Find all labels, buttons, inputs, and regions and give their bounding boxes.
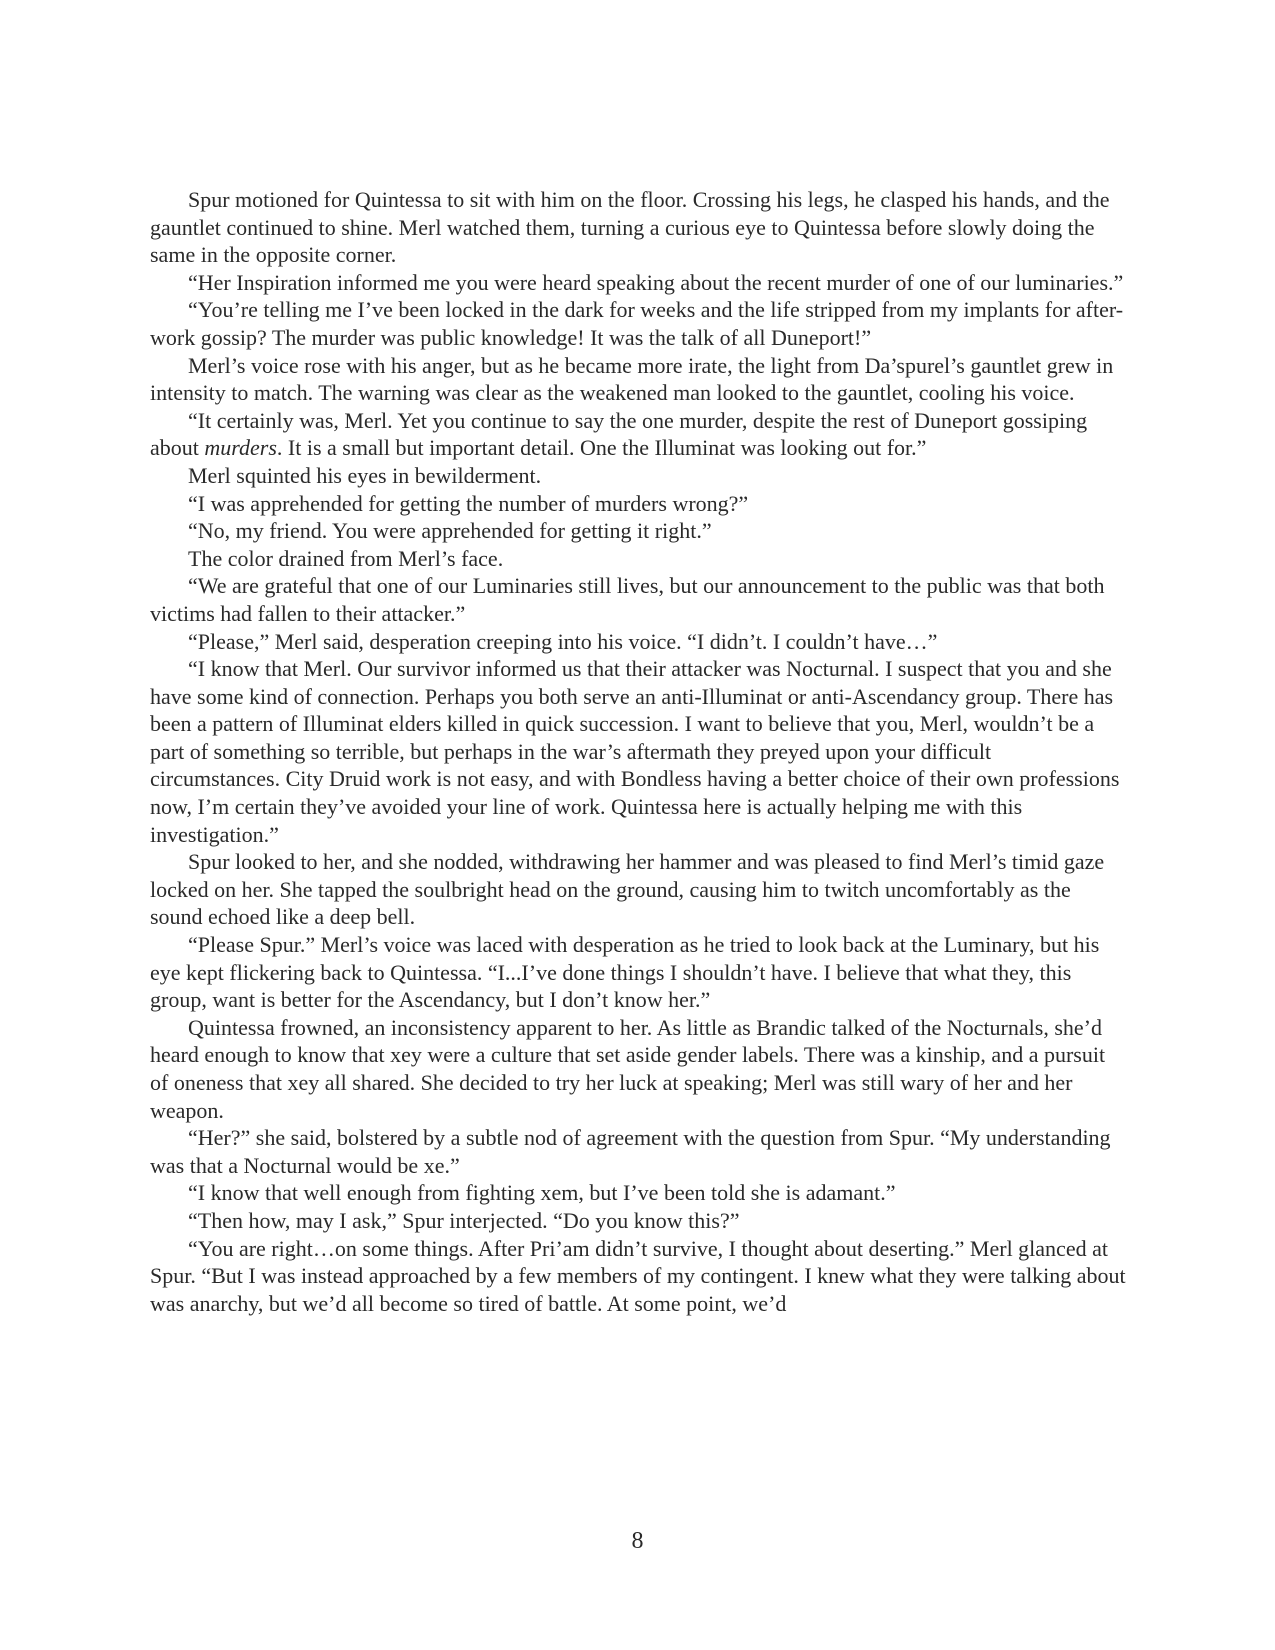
paragraph	[150, 407, 1126, 462]
paragraph: “You’re telling me I’ve been locked in the dark for weeks and the life stripped from my implants for after-work gossip? The murder was public knowledge! It was the talk of all Duneport!”	[150, 297, 1124, 350]
paragraph: “No, my friend. You were apprehended for getting it right.”	[188, 518, 712, 544]
page-number: 8	[631, 1528, 644, 1554]
paragraph: “Please Spur.” Merl’s voice was laced with desperation as he tried to look back at the Luminary, but his eye kept flickering back to Quintessa. “I...I’ve done things I shouldn’t have. I believe that what they, this group, want is better for the Ascendancy, but I don’t know her.”	[150, 932, 1100, 1013]
paragraph: “Her Inspiration informed me you were heard speaking about the recent murder of one of our luminaries.”	[188, 269, 1124, 295]
paragraph: “You are right…on some things. After Pri’am didn’t survive, I thought about deserting.” Merl glanced at Spur. “But I was instead approached by a few members of my contingent. I knew what they were talking about was anarchy, but we’d all become so tired of battle. At some point, we’d	[150, 1235, 1126, 1316]
paragraph: “Then how, may I ask,” Spur interjected. “Do you know this?”	[188, 1207, 740, 1233]
paragraph-text: . It is a small but important detail. One the Illuminat was looking out for.”	[276, 435, 927, 461]
paragraph: Merl’s voice rose with his anger, but as he became more irate, the light from Da’spurel’s gauntlet grew in intensity to match. The warning was clear as the weakened man looked to the gauntlet, cooling his voice.	[150, 352, 1114, 406]
emphasized-word: murders	[204, 435, 277, 461]
paragraph: “I know that Merl. Our survivor informed us that their attacker was Nocturnal. I suspect that you and she have some kind of connection. Perhaps you both serve an anti-Illuminat or anti-Ascendancy group. There has been a pattern of Illuminat elders killed in quick succession. I want to believe that you, Merl, wouldn’t be a part of something so terrible, but perhaps in the war’s aftermath they preyed upon your difficult circumstances. City Druid work is not easy, and with Bondless having a better choice of their own professions now, I’m certain they’ve avoided your line of work. Quintessa here is actually helping me with this investigation.”	[150, 656, 1120, 847]
paragraph: “I was apprehended for getting the number of murders wrong?”	[188, 490, 749, 516]
paragraph: “We are grateful that one of our Luminaries still lives, but our announcement to the public was that both victims had fallen to their attacker.”	[150, 573, 1105, 626]
paragraph-text: “It certainly was, Merl. Yet you continue to say the one murder, despite the rest of Duneport gossiping about	[150, 407, 1088, 461]
paragraph: “I know that well enough from fighting xem, but I’ve been told she is adamant.”	[188, 1180, 896, 1206]
paragraph: Quintessa frowned, an inconsistency apparent to her. As little as Brandic talked of the Nocturnals, she’d heard enough to know that xey were a culture that set aside gender labels. There was a kinship, and a pursuit of oneness that xey all shared. She decided to try her luck at speaking; Merl was still wary of her and her weapon.	[150, 1014, 1106, 1123]
paragraph: Merl squinted his eyes in bewilderment.	[188, 462, 542, 488]
paragraph: Spur motioned for Quintessa to sit with him on the floor. Crossing his legs, he clasped his hands, and the gauntlet continued to shine. Merl watched them, turning a curious eye to Quintessa before slowly doing the same in the opposite corner.	[150, 187, 1110, 268]
body-text	[150, 186, 1126, 1317]
paragraph: Spur looked to her, and she nodded, withdrawing her hammer and was pleased to find Merl’s timid gaze locked on her. She tapped the soulbright head on the ground, causing him to twitch uncomfortably as the sound echoed like a deep bell.	[150, 849, 1105, 930]
paragraph: “Her?” she said, bolstered by a subtle nod of agreement with the question from Spur. “My understanding was that a Nocturnal would be xe.”	[150, 1125, 1111, 1178]
paragraph: The color drained from Merl’s face.	[188, 545, 504, 571]
paragraph: “Please,” Merl said, desperation creeping into his voice. “I didn’t. I couldn’t have…”	[188, 628, 938, 654]
